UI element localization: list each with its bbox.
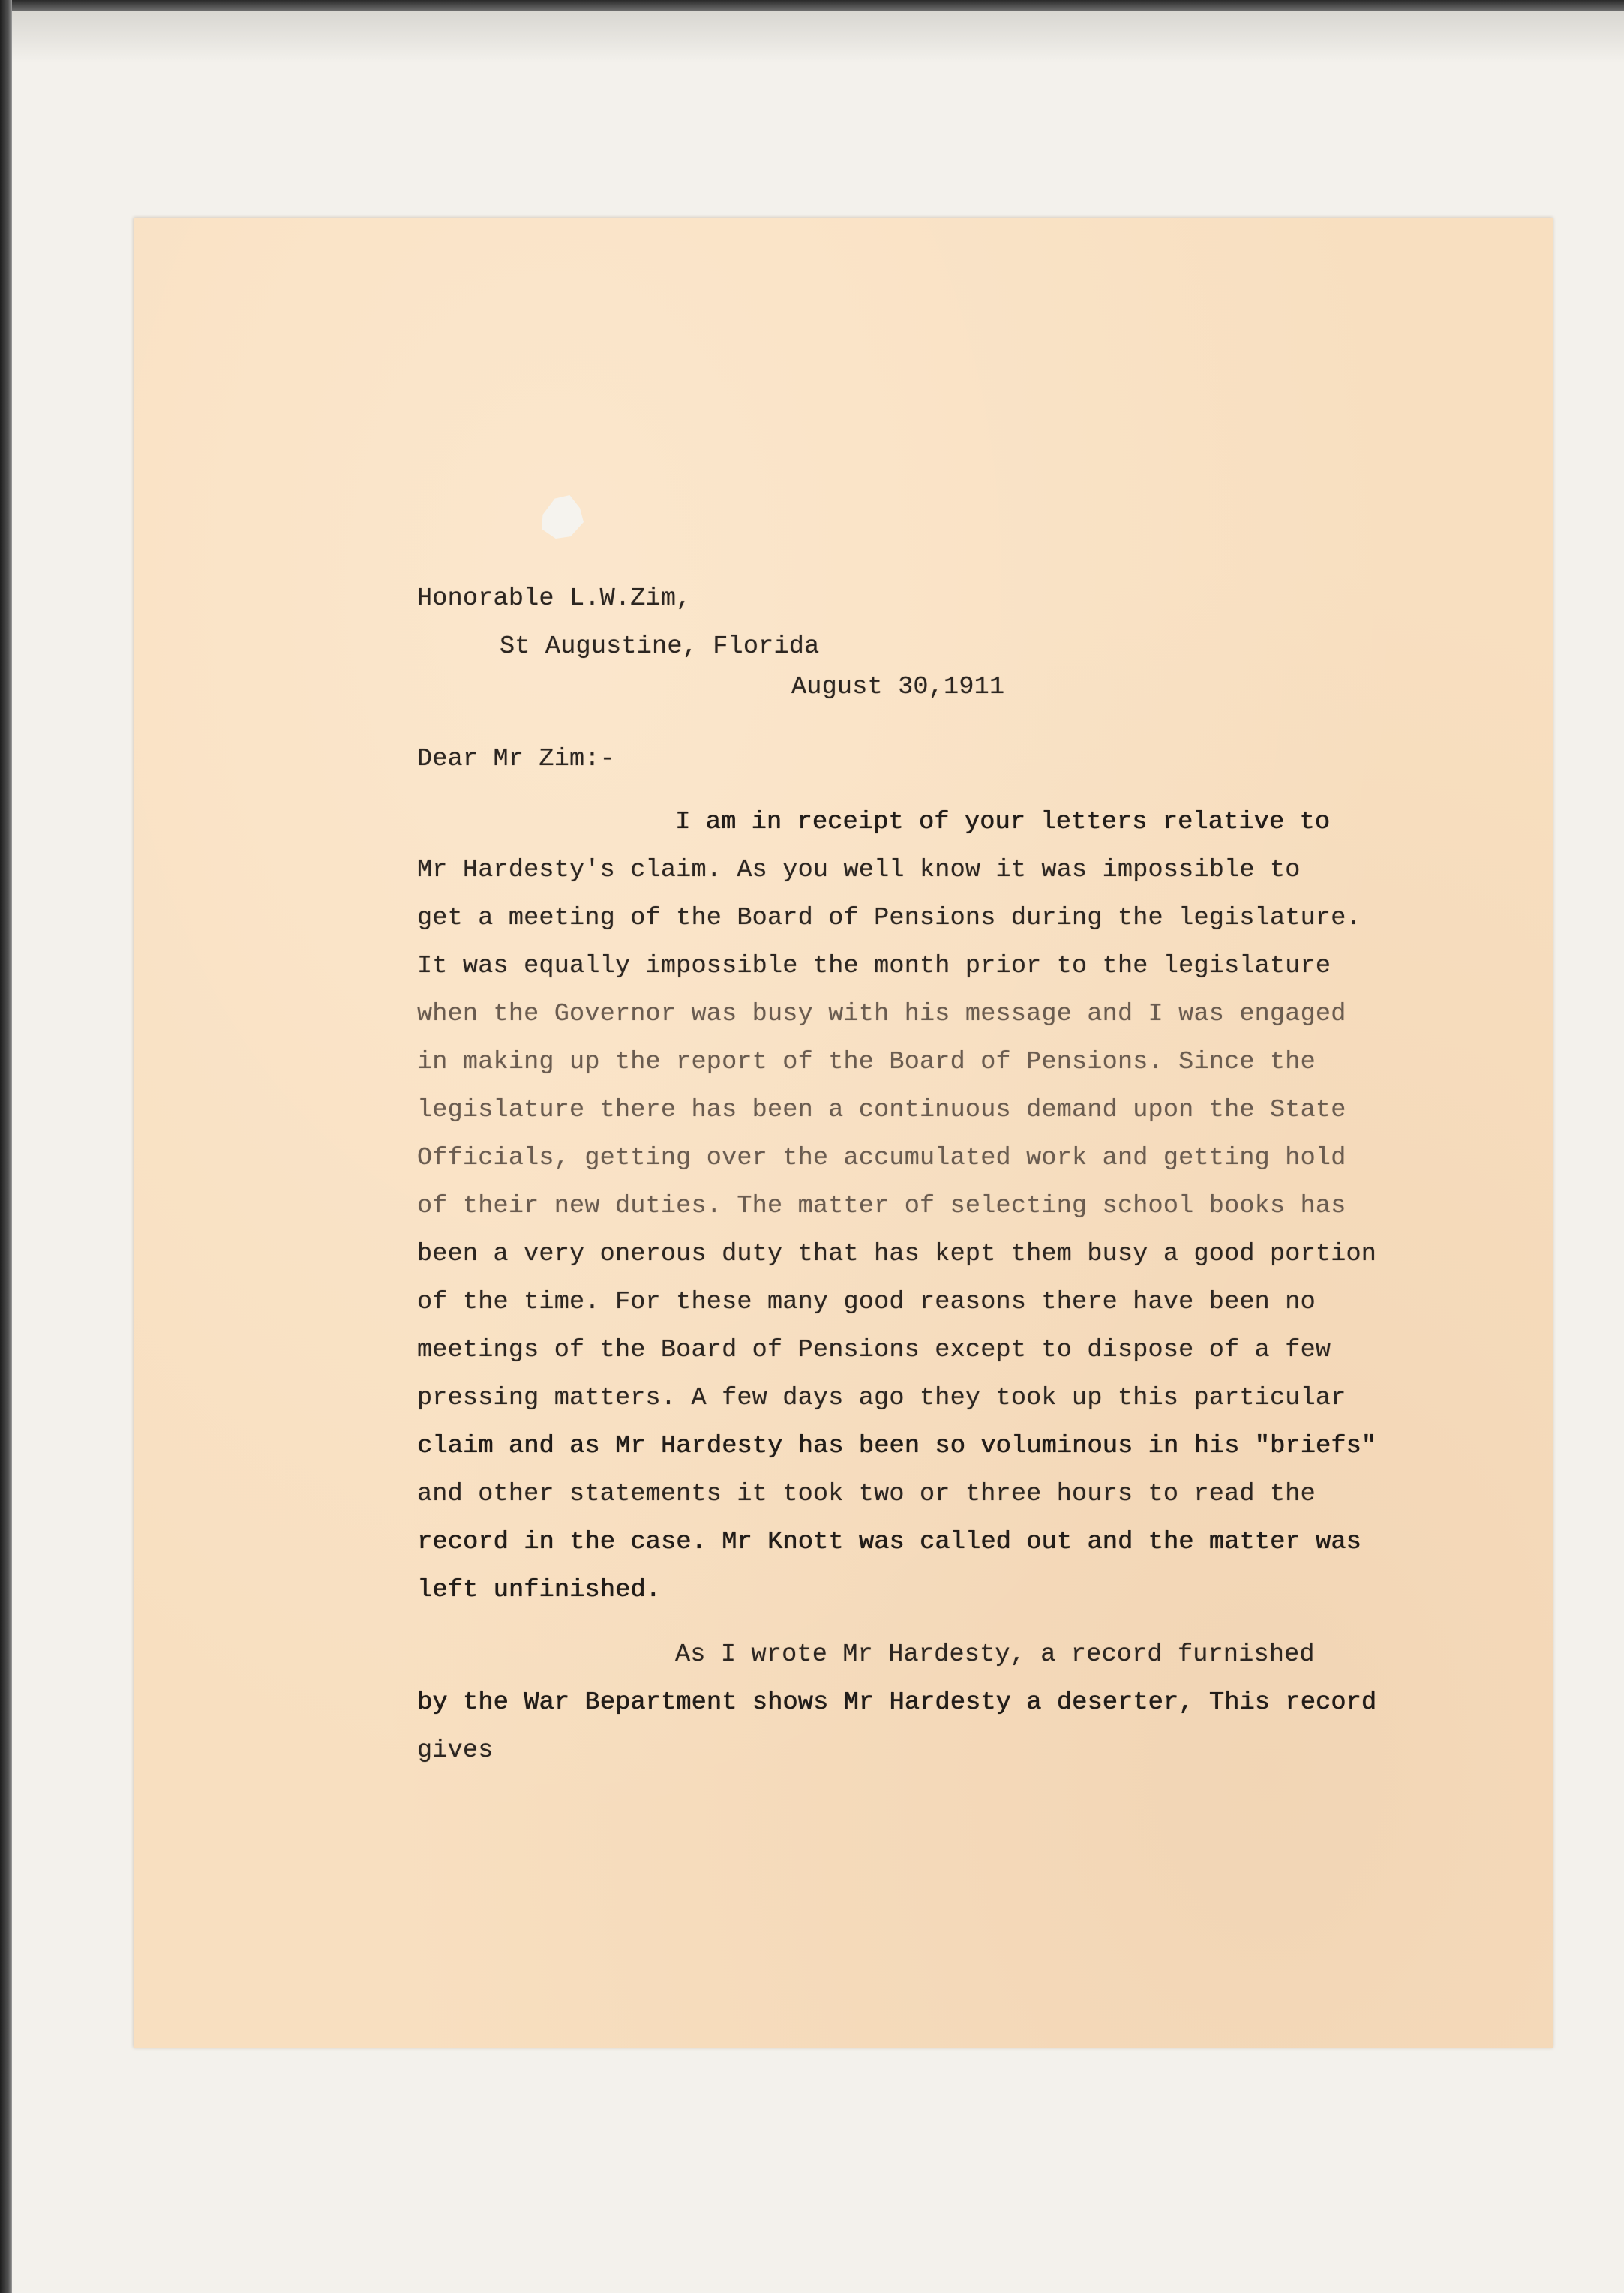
location: St Augustine, Florida: [500, 632, 820, 661]
paragraph1-line-15: and other statements it took two or three hours to read the: [417, 1480, 1316, 1508]
paragraph1-line-10: been a very onerous duty that has kept them busy a good portion: [417, 1240, 1377, 1268]
paragraph2-line-3: gives: [417, 1736, 494, 1765]
salutation: Dear Mr Zim:-: [417, 745, 615, 773]
paragraph2-line-2: by the War Bepartment shows Mr Hardesty a deserter, This record: [417, 1688, 1377, 1717]
letter-date: August 30,1911: [791, 673, 1005, 701]
paragraph1-line-3: get a meeting of the Board of Pensions during the legislature.: [417, 904, 1361, 932]
paragraph1-line-14: claim and as Mr Hardesty has been so voluminous in his "briefs": [417, 1432, 1377, 1460]
paragraph1-line-9: of their new duties. The matter of selecting school books has: [417, 1192, 1346, 1220]
paragraph1-line-7: legislature there has been a continuous demand upon the State: [417, 1096, 1346, 1124]
addressee: Honorable L.W.Zim,: [417, 584, 692, 613]
paragraph1-line-13: pressing matters. A few days ago they took up this particular: [417, 1384, 1346, 1412]
scanner-shadow: [12, 11, 1624, 63]
scanner-edge-left: [0, 0, 12, 2293]
paragraph1-line-12: meetings of the Board of Pensions except to dispose of a few: [417, 1336, 1331, 1364]
paragraph1-line-2: Mr Hardesty's claim. As you well know it was impossible to: [417, 856, 1301, 884]
punch-hole: [537, 495, 584, 539]
paragraph1-line-4: It was equally impossible the month prior to the legislature: [417, 952, 1331, 980]
paragraph1-line-5: when the Governor was busy with his message and I was engaged: [417, 1000, 1346, 1028]
paragraph1-line-16: record in the case. Mr Knott was called out and the matter was: [417, 1528, 1361, 1556]
paragraph1-line-1: I am in receipt of your letters relative to: [675, 808, 1331, 836]
paragraph2-line-1: As I wrote Mr Hardesty, a record furnished: [675, 1640, 1315, 1669]
scanner-edge-top: [0, 0, 1624, 11]
paragraph1-line-8: Officials, getting over the accumulated work and getting hold: [417, 1144, 1346, 1172]
paragraph1-line-11: of the time. For these many good reasons there have been no: [417, 1288, 1316, 1316]
paragraph1-line-6: in making up the report of the Board of Pensions. Since the: [417, 1048, 1316, 1076]
paragraph1-line-17: left unfinished.: [417, 1576, 661, 1604]
